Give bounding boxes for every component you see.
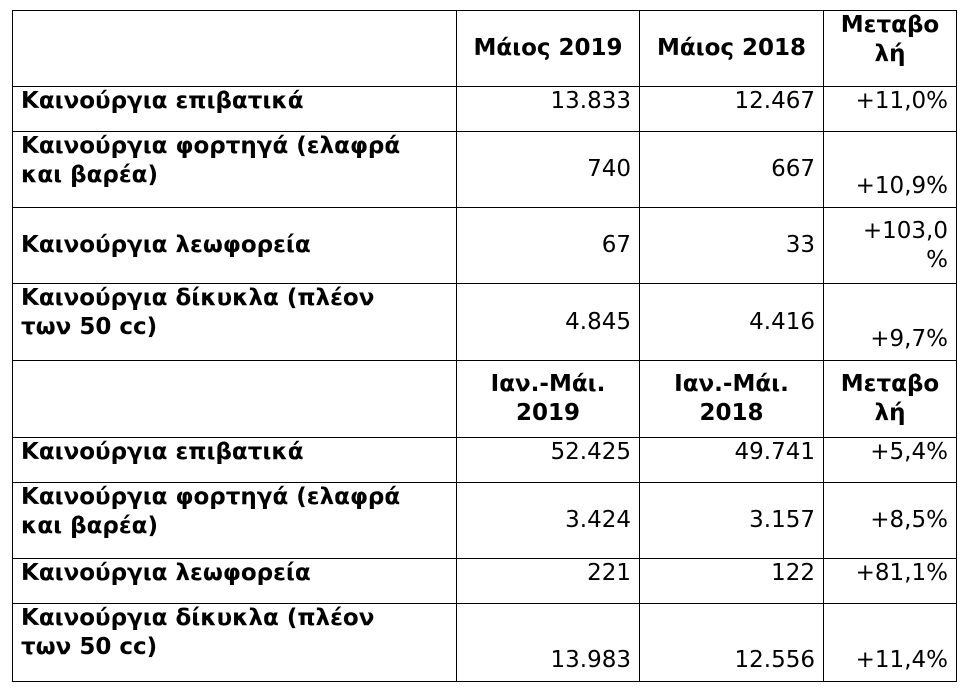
value-2019: 13.833	[457, 87, 640, 132]
value-2019: 740	[457, 132, 640, 208]
value-change	[824, 208, 957, 284]
row-label: Καινούργια επιβατικά	[13, 87, 457, 132]
value-change-line1: +103,0	[862, 217, 948, 244]
header-change	[824, 11, 957, 87]
header-change-line2: λή	[874, 400, 906, 426]
registrations-may-table	[12, 10, 957, 361]
table-header-row	[13, 361, 957, 438]
header-change-line2: λή	[874, 41, 906, 67]
header-change	[824, 361, 957, 438]
value-change: +8,5%	[824, 483, 957, 559]
value-change: +9,7%	[824, 284, 957, 361]
row-label-line1: Καινούργια φορτηγά (ελαφρά	[21, 484, 401, 510]
table-row	[13, 284, 957, 361]
value-2018: 3.157	[640, 483, 824, 559]
row-label-line2: και βαρέα)	[21, 162, 158, 188]
table-row	[13, 483, 957, 559]
value-2018: 4.416	[640, 284, 824, 361]
value-2018: 33	[640, 208, 824, 284]
row-label-line2: των 50 cc)	[21, 634, 158, 660]
header-line1: Ιαν.-Μάι.	[674, 371, 789, 397]
value-change: +10,9%	[824, 132, 957, 208]
value-2019: 4.845	[457, 284, 640, 361]
header-line2: 2019	[515, 400, 580, 426]
table-row	[13, 438, 957, 483]
value-2018: 667	[640, 132, 824, 208]
row-label	[13, 604, 457, 682]
row-label: Καινούργια λεωφορεία	[13, 559, 457, 604]
header-change-line1: Μεταβο	[840, 371, 940, 397]
value-2019: 13.983	[457, 604, 640, 682]
table-row	[13, 208, 957, 284]
value-2019: 52.425	[457, 438, 640, 483]
header-jan-may-2018	[640, 361, 824, 438]
row-label-line1: Καινούργια δίκυκλα (πλέον	[21, 605, 375, 631]
table-row	[13, 559, 957, 604]
value-2019: 67	[457, 208, 640, 284]
header-line1: Ιαν.-Μάι.	[490, 371, 606, 397]
value-change: +81,1%	[824, 559, 957, 604]
value-2019: 221	[457, 559, 640, 604]
header-blank-cell	[13, 361, 457, 438]
header-change-line1: Μεταβο	[840, 12, 940, 38]
row-label	[13, 483, 457, 559]
header-may-2018: Μάιος 2018	[640, 11, 824, 87]
value-2018: 49.741	[640, 438, 824, 483]
row-label-line2: των 50 cc)	[21, 314, 158, 340]
table-header-row	[13, 11, 957, 87]
value-change: +5,4%	[824, 438, 957, 483]
header-jan-may-2019	[457, 361, 640, 438]
table-row	[13, 604, 957, 682]
row-label	[13, 132, 457, 208]
row-label: Καινούργια επιβατικά	[13, 438, 457, 483]
value-2019: 3.424	[457, 483, 640, 559]
registrations-jan-may-table	[12, 360, 957, 682]
row-label-line1: Καινούργια φορτηγά (ελαφρά	[21, 133, 401, 159]
value-change-line2: %	[926, 246, 948, 273]
row-label: Καινούργια λεωφορεία	[13, 208, 457, 284]
header-line2: 2018	[699, 400, 764, 426]
header-may-2019: Μάιος 2019	[457, 11, 640, 87]
table-row	[13, 132, 957, 208]
value-2018: 12.467	[640, 87, 824, 132]
value-change: +11,4%	[824, 604, 957, 682]
row-label-line1: Καινούργια δίκυκλα (πλέον	[21, 285, 375, 311]
value-change: +11,0%	[824, 87, 957, 132]
value-2018: 12.556	[640, 604, 824, 682]
table-row	[13, 87, 957, 132]
header-blank-cell	[13, 11, 457, 87]
row-label-line2: και βαρέα)	[21, 513, 158, 539]
value-2018: 122	[640, 559, 824, 604]
row-label	[13, 284, 457, 361]
